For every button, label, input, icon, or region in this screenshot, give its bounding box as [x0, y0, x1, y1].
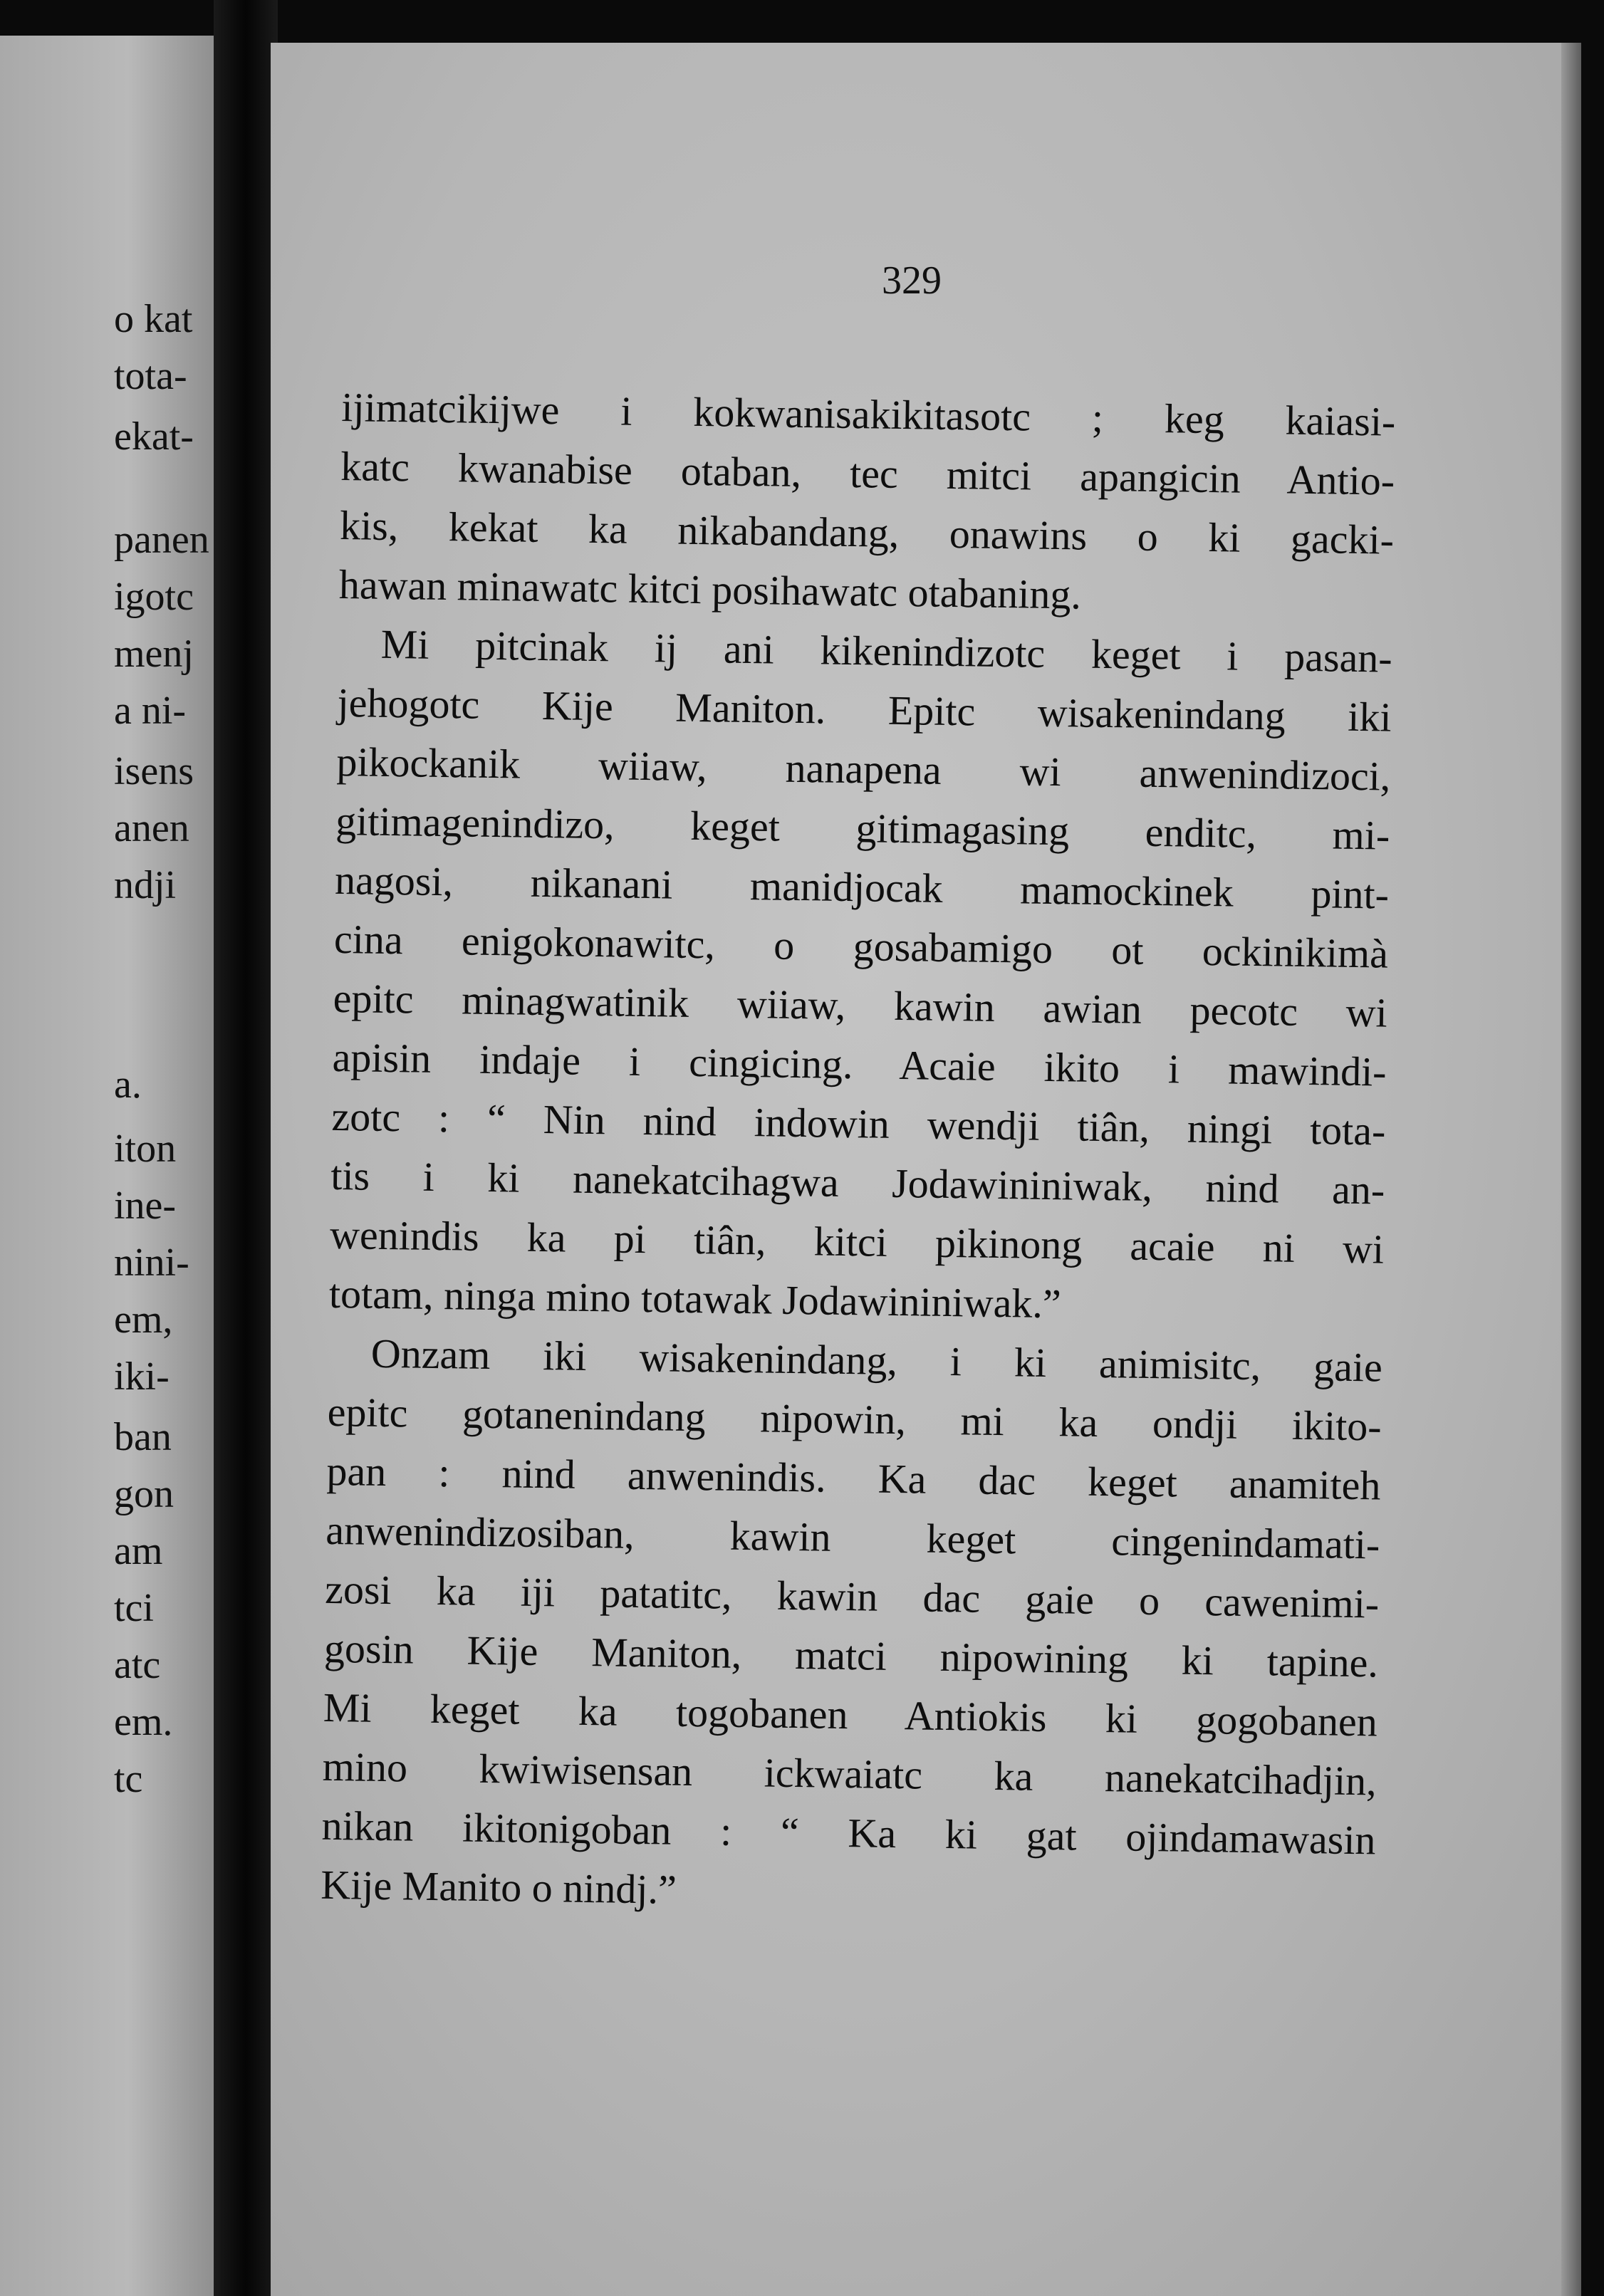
left-page-text-fragment: ban — [114, 1415, 172, 1459]
text-line: tis i ki nanekatcihagwa Jodawininiwak, nind an- — [330, 1152, 1385, 1214]
left-page-text-fragment: ine- — [114, 1184, 177, 1228]
text-line: katc kwanabise otaban, tec mitci apangicin Antio- — [340, 442, 1395, 504]
left-page-text-fragment: menj — [114, 632, 194, 676]
left-page-text-fragment: o kat — [114, 297, 193, 341]
left-page-text-fragment: tc — [114, 1757, 143, 1801]
text-line: gosin Kije Maniton, matci nipowining ki tapine. — [323, 1624, 1379, 1686]
left-page-text-fragment: ndji — [114, 863, 177, 907]
left-page-text-fragment: am — [114, 1529, 163, 1573]
text-line: Kije Manito o nindj.” — [320, 1861, 677, 1913]
text-line: gitimagenindizo, keget gitimagasing enditc, mi- — [335, 797, 1390, 859]
left-page-text-fragment: atc — [114, 1643, 161, 1687]
left-page-text-fragment: igotc — [114, 575, 194, 619]
left-page-text-fragment: tci — [114, 1586, 154, 1630]
text-line: kis, kekat ka nikabandang, onawins o ki gacki- — [339, 501, 1395, 563]
text-line: epitc minagwatinik wiiaw, kawin awian pecotc wi — [333, 974, 1388, 1036]
left-page-text-fragment: em, — [114, 1298, 173, 1342]
left-page-text-fragment: anen — [114, 806, 189, 850]
text-line: ijimatcikijwe i kokwanisakikitasotc ; keg kaiasi- — [340, 383, 1396, 445]
text-line: wenindis ka pi tiân, kitci pikinong acaie ni wi — [329, 1211, 1385, 1273]
text-line: Mi pitcinak ij ani kikenindizotc keget i pasan- — [380, 620, 1393, 682]
left-page-text-fragment: iki- — [114, 1355, 170, 1399]
text-line: zotc : “ Nin nind indowin wendji tiân, ningi tota- — [331, 1092, 1386, 1154]
left-page-fragment — [0, 36, 214, 2296]
body-text — [321, 377, 1396, 1929]
left-page-text-fragment: nini- — [114, 1241, 189, 1285]
book-spine-shadow — [214, 0, 278, 2296]
left-page-text-fragment: em. — [114, 1700, 173, 1744]
text-line: apisin indaje i cingicing. Acaie ikito i mawindi- — [332, 1033, 1387, 1095]
page — [271, 43, 1581, 2296]
left-page-text-fragment: ekat- — [114, 414, 194, 459]
page-number: 329 — [882, 259, 942, 303]
text-line: cina enigokonawitc, o gosabamigo ot ockinikimà — [333, 915, 1389, 977]
text-line: nagosi, nikanani manidjocak mamockinek pint- — [334, 856, 1390, 918]
text-line: nikan ikitonigoban : “ Ka ki gat ojindamawasin — [321, 1802, 1376, 1864]
text-line: totam, ninga mino totawak Jodawininiwak.” — [328, 1270, 1062, 1327]
page-edge-shadow — [1561, 43, 1581, 2296]
left-page-text-fragment: a. — [114, 1063, 142, 1107]
left-page-text-fragment: tota- — [114, 354, 187, 398]
left-page-text-fragment: gon — [114, 1472, 174, 1516]
left-page-text-fragment: iton — [114, 1127, 177, 1171]
text-line: pan : nind anwenindis. Ka dac keget anamiteh — [326, 1447, 1381, 1509]
left-page-text-fragment: panen — [114, 518, 209, 562]
text-line: anwenindizosiban, kawin keget cingenindamati- — [325, 1506, 1380, 1568]
text-line: hawan minawatc kitci posihawatc otabaning. — [338, 560, 1082, 618]
left-page-text-fragment: isens — [114, 749, 194, 793]
text-line: pikockanik wiiaw, nanapena wi anwenindizoci, — [336, 738, 1391, 800]
text-line: jehogotc Kije Maniton. Epitc wisakenindang iki — [337, 679, 1392, 741]
text-line: mino kwiwisensan ickwaiatc ka nanekatcihadjin, — [322, 1743, 1378, 1805]
text-line: Mi keget ka togobanen Antiokis ki gogobanen — [323, 1684, 1378, 1746]
text-line: epitc gotanenindang nipowin, mi ka ondji ikito- — [327, 1388, 1382, 1450]
text-line: zosi ka iji patatitc, kawin dac gaie o cawenimi- — [324, 1565, 1380, 1627]
text-line: Onzam iki wisakenindang, i ki animisitc, gaie — [370, 1330, 1383, 1391]
left-page-text-fragment: a ni- — [114, 689, 187, 733]
